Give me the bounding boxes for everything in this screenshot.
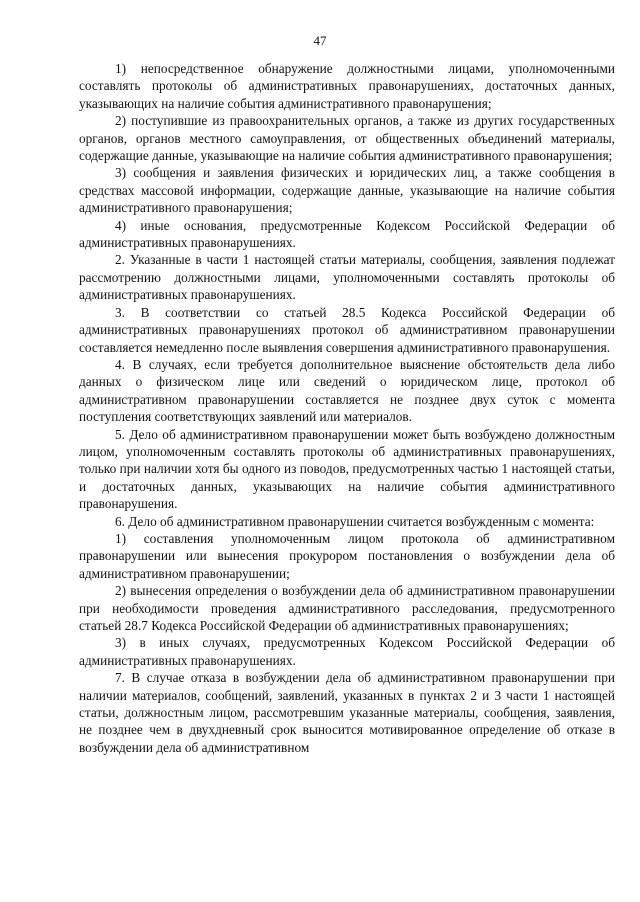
paragraph: 4) иные основания, предусмотренные Кодексом Российской Федерации об административных правонарушениях.	[79, 217, 615, 251]
paragraph: 5. Дело об административном правонарушении может быть возбуждено должностным лицом, уполномоченным составлять протоколы об административных правонарушениях, только при наличии хотя бы одного из поводов, предусмотренных частью 1 настоящей статьи, и достаточных данных, указывающих на наличие события административного правонарушения.	[79, 426, 615, 512]
paragraph: 4. В случаях, если требуется дополнительное выяснение обстоятельств дела либо данных о физическом лице или сведений о юридическом лице, протокол об административном правонарушении составляется не позднее двух суток с момента поступления соответствующих заявлений или материалов.	[79, 356, 615, 425]
paragraph: 1) составления уполномоченным лицом протокола об административном правонарушении или вынесения прокурором постановления о возбуждении дела об административном правонарушении;	[79, 530, 615, 581]
paragraph: 2) вынесения определения о возбуждении дела об административном правонарушении при необходимости проведения административного расследования, предусмотренного статьей 28.7 Кодекса Российской Федерации об административных правонарушениях;	[79, 583, 615, 633]
paragraph: 1) непосредственное обнаружение должностными лицами, уполномоченными составлять протоколы об административных правонарушениях, достаточных данных, указывающих на наличие события административного правонарушения;	[79, 61, 615, 111]
paragraph: 6. Дело об административном правонарушении считается возбужденным с момента:	[115, 513, 595, 529]
document-body	[79, 60, 615, 756]
paragraph: 3) сообщения и заявления физических и юридических лиц, а также сообщения в средствах массовой информации, содержащие данные, указывающие на наличие события административного правонарушения;	[79, 165, 615, 216]
paragraph: 2. Указанные в части 1 настоящей статьи материалы, сообщения, заявления подлежат рассмотрению должностными лицами, уполномоченными составлять протоколы об административных правонарушениях.	[79, 252, 615, 303]
page-number: 47	[313, 33, 327, 48]
paragraph: 2) поступившие из правоохранительных органов, а также из других государственных органов, органов местного самоуправления, от общественных объединений материалы, содержащие данные, указывающие на наличие события административного правонарушения;	[79, 113, 615, 164]
paragraph: 3. В соответствии со статьей 28.5 Кодекса Российской Федерации об административных правонарушениях протокол об административном правонарушении составляется немедленно после выявления совершения административного правонарушения.	[79, 304, 615, 355]
paragraph: 7. В случае отказа в возбуждении дела об административном правонарушении при наличии материалов, сообщений, заявлений, указанных в пунктах 2 и 3 части 1 настоящей статьи, должностным лицом, рассмотревшим указанные материалы, сообщения, заявления, не позднее чем в двухдневный срок выносится мотивированное определение об отказе в возбуждении дела об административном	[79, 670, 615, 755]
paragraph: 3) в иных случаях, предусмотренных Кодексом Российской Федерации об административных правонарушениях.	[79, 635, 615, 668]
